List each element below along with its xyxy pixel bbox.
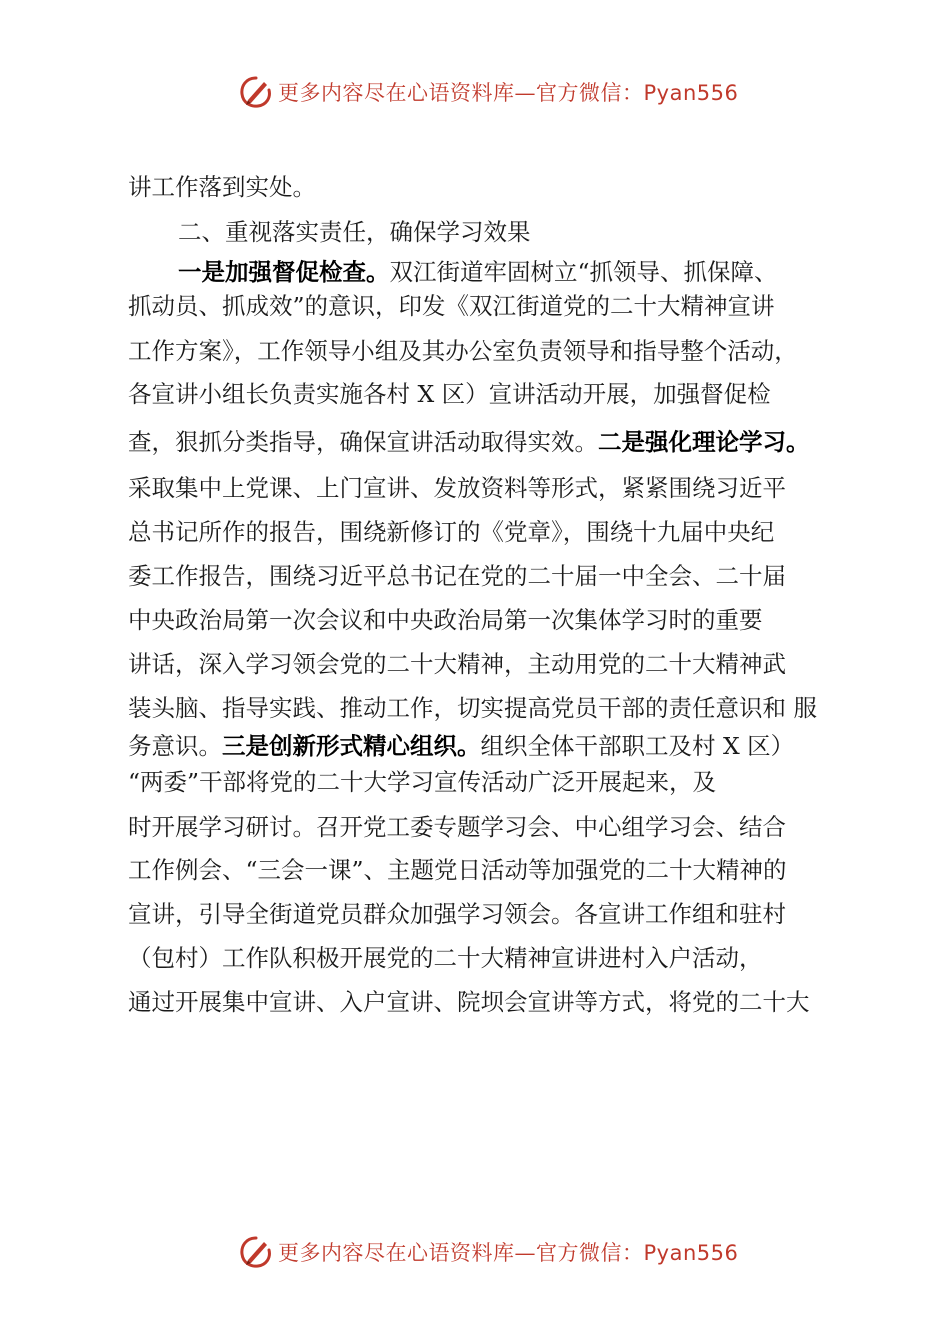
text-line: 查，狠抓分类指导，确保宣讲活动取得实效。二是强化理论学习。	[128, 428, 810, 456]
text-line: 中央政治局第一次会议和中央政治局第一次集体学习时的重要	[128, 606, 763, 634]
watermark-text: 更多内容尽在心语资料库—官方微信：Pyan556	[278, 1241, 739, 1265]
text-line: 通过开展集中宣讲、入户宣讲、院坝会宣讲等方式，将党的二十大	[128, 988, 810, 1016]
text-line: 工作方案》，工作领导小组及其办公室负责领导和指导整个活动，	[128, 337, 798, 365]
header-watermark	[238, 72, 738, 112]
text-line: 宣讲，引导全街道党员群众加强学习领会。各宣讲工作组和驻村	[128, 900, 786, 928]
text-line: 采取集中上党课、上门宣讲、发放资料等形式，紧紧围绕习近平	[128, 474, 786, 502]
text-line: 工作例会、“三会一课”、主题党日活动等加强党的二十大精神的	[128, 856, 787, 884]
text-line: 总书记所作的报告，围绕新修订的《党章》，围绕十九届中央纪	[128, 518, 775, 546]
bold-lead: 二是强化理论学习。	[598, 428, 810, 456]
footer-watermark	[238, 1232, 738, 1272]
text-line: 务意识。三是创新形式精心组织。组织全体干部职工及村 X 区）	[128, 732, 795, 760]
text-line: 抓动员、抓成效”的意识，印发《双江街道党的二十大精神宣讲	[128, 292, 775, 320]
text-line: 各宣讲小组长负责实施各村 X 区）宣讲活动开展，加强督促检	[128, 380, 771, 408]
text-line: 讲工作落到实处。	[128, 173, 316, 201]
watermark-text: 更多内容尽在心语资料库—官方微信：Pyan556	[278, 81, 739, 105]
bold-lead: 一是加强督促检查。	[178, 258, 390, 286]
text-line: 讲话，深入学习领会党的二十大精神，主动用党的二十大精神武	[128, 650, 786, 678]
pen-swirl-logo-icon	[238, 74, 274, 110]
text-line: “两委”干部将党的二十大学习宣传活动广泛开展起来，及	[128, 768, 717, 796]
text-line: 一是加强督促检查。双江街道牢固树立“抓领导、抓保障、	[178, 258, 778, 286]
pen-swirl-logo-icon	[238, 1234, 274, 1270]
text-line: 委工作报告，围绕习近平总书记在党的二十届一中全会、二十届	[128, 562, 786, 590]
text-line: 装头脑、指导实践、推动工作，切实提高党员干部的责任意识和 服	[128, 694, 817, 722]
text-line: 时开展学习研讨。召开党工委专题学习会、中心组学习会、结合	[128, 813, 786, 841]
bold-lead: 三是创新形式精心组织。	[222, 732, 481, 760]
text-line: （包村）工作队积极开展党的二十大精神宣讲进村入户活动，	[128, 944, 763, 972]
section-heading: 二、重视落实责任，确保学习效果	[178, 218, 531, 246]
